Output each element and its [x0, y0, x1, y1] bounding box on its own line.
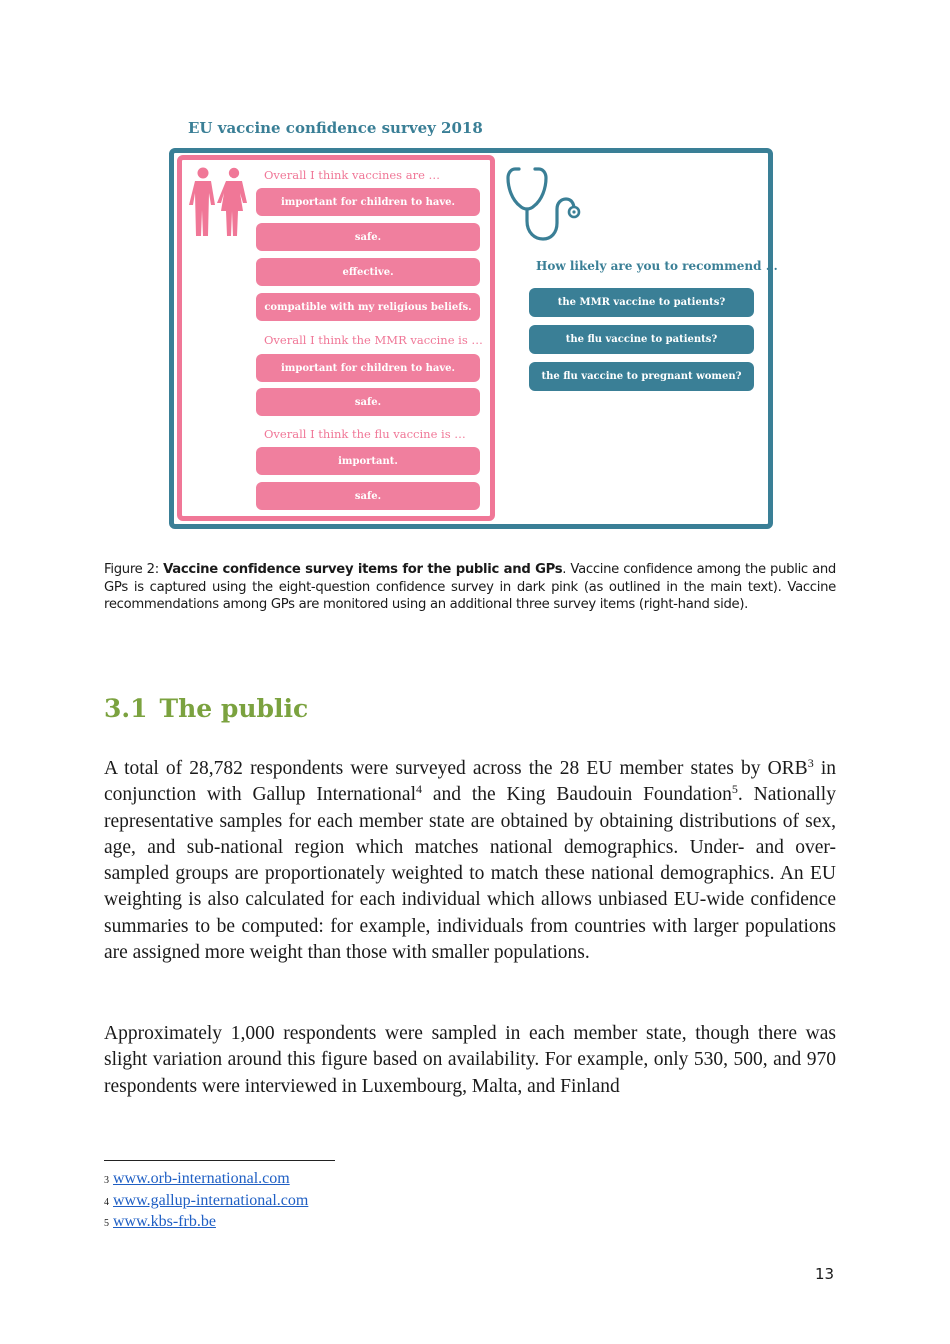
footnote: 5 www.kbs-frb.be [104, 1213, 216, 1230]
footnote-divider [104, 1160, 335, 1161]
public-item: safe. [256, 223, 480, 251]
public-item: compatible with my religious beliefs. [256, 293, 480, 321]
footnote: 3 www.orb-international.com [104, 1170, 290, 1187]
public-item: important for children to have. [256, 188, 480, 216]
gp-item: the flu vaccine to pregnant women? [529, 362, 754, 391]
page-number: 13 [815, 1265, 835, 1283]
public-item: effective. [256, 258, 480, 286]
public-item: important for children to have. [256, 354, 480, 382]
section-heading [104, 694, 308, 723]
footnotes [104, 1169, 308, 1234]
public-heading-flu: Overall I think the flu vaccine is … [264, 427, 466, 441]
footnote-ref: 3 [807, 756, 814, 770]
caption-text: . Vaccine confidence among the public and GPs is captured using the eight-question confidence survey in dark pink (as outlined in the main text). Vaccine recommendations among GPs are monitored using an additional three survey items (right-hand side). [104, 562, 837, 612]
paragraph-1: A total of 28,782 respondents were surveyed across the 28 EU member states by ORB$^3$ in conjunction with Gallup International$^4$ and the King Baudouin Foundation$^5$. Nationally representative samples for each member state are obtained by obtaining distributions of sex, age, and sub-national region which matches national demographics. Under- and over-sampled groups are proportionately weighted to match these national demographics. An EU weighting is also calculated for each individual which allows unbiased EU-wide confidence summaries to be computed: for example, individuals from countries with larger populations are assigned more weight than those with smaller populations. [104, 756, 836, 964]
section-title: The public [159, 694, 309, 723]
footnote-ref: 5 [731, 782, 738, 797]
public-item: important. [256, 447, 480, 475]
caption-bold: Vaccine confidence survey items for the public and GPs [163, 562, 563, 577]
public-item: safe. [256, 482, 480, 510]
stethoscope-icon [505, 163, 583, 243]
caption-label: Figure 2: [104, 562, 164, 577]
public-heading-mmr: Overall I think the MMR vaccine is … [264, 333, 483, 347]
paragraph-2: Approximately 1,000 respondents were sampled in each member state, though there was slight variation around this figure based on availability. For example, only 530, 500, and 970 respondents were interviewed in Luxembourg, Malta, and Finland [104, 1023, 836, 1097]
gp-heading: How likely are you to recommend … [536, 259, 778, 273]
public-heading-vaccines: Overall I think vaccines are … [264, 168, 441, 182]
footnote-link[interactable]: www.kbs-frb.be [113, 1213, 216, 1230]
gp-item: the flu vaccine to patients? [529, 325, 754, 354]
footnote-link[interactable]: www.gallup-international.com [113, 1191, 309, 1209]
figure-caption [104, 561, 836, 614]
people-icon [188, 166, 252, 238]
gp-item: the MMR vaccine to patients? [529, 288, 754, 317]
footnote-link[interactable]: www.orb-international.com [113, 1170, 290, 1187]
figure-title: EU vaccine confidence survey 2018 [188, 119, 483, 137]
section-number: 3.1 [104, 694, 148, 723]
footnote: 4 www.gallup-international.com [104, 1191, 309, 1209]
footnote-ref: 4 [416, 782, 422, 797]
public-item: safe. [256, 388, 480, 416]
